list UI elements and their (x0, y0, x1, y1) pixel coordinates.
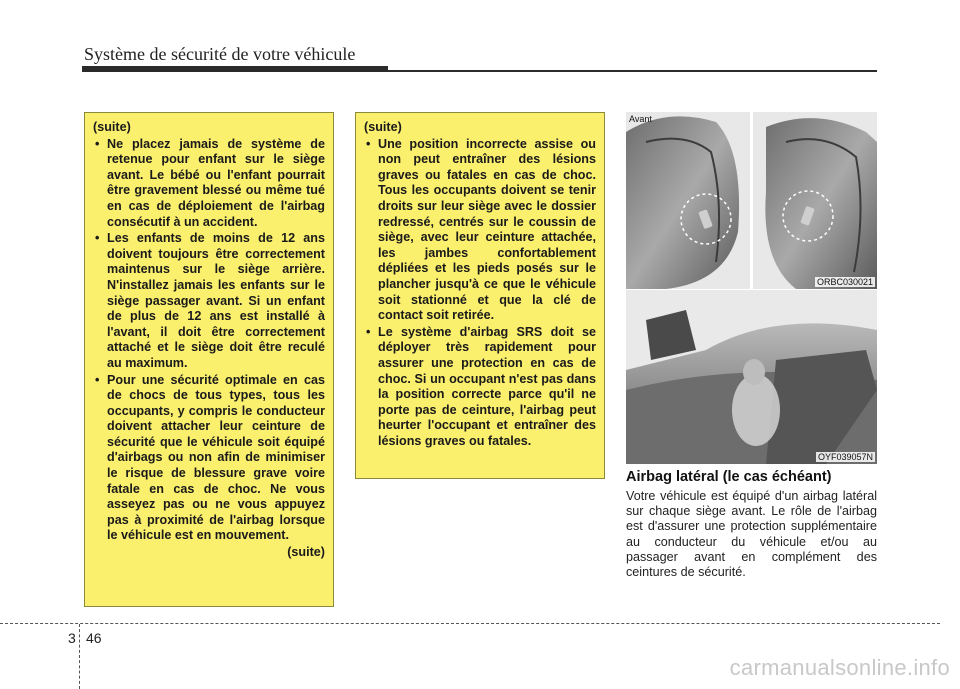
warning-list (364, 137, 596, 450)
seats-illustration (626, 112, 877, 289)
continued-label: (suite) (364, 120, 402, 134)
warning-item: • Le système d'airbag SRS doit se déployer très rapidement pour assurer une protection en cas de choc. Si un occupant n'est pas dans la position correcte parce qu'il ne porte pas de ceinture, l'airbag peut heurter l'occupant et entraîner des lésions graves ou fatales. (364, 325, 596, 450)
warning-item: • Ne placez jamais de système de retenue pour enfant sur le siège avant. Le bébé ou l'enfant pourrait être gravement blessé ou même tué en cas de déploiement de l'airbag consécutif à un accident. (93, 137, 325, 231)
figure-cabin-side-airbag (626, 290, 877, 464)
figure-code: OYF039057N (817, 452, 873, 462)
side-airbag-shape (732, 374, 780, 446)
header-rule (82, 70, 877, 72)
figure-front-seats (626, 112, 877, 289)
footer-divider (79, 624, 80, 689)
cabin-illustration (626, 290, 877, 464)
figure-label: Avant (629, 114, 652, 124)
section-heading: Airbag latéral (le cas échéant) (626, 469, 832, 485)
continued-label: (suite) (93, 120, 131, 134)
warning-item: • Pour une sécurité optimale en cas de chocs de tous types, tous les occupants, y compris le conducteur doivent attacher leur ceinture de sécurité que le véhicule soit équipé d'airbags ou non afin de minimiser le risque de blessure grave voire fatale en cas de choc. Ne vous asseyez pas ou ne vous appuyez pas à proximité de l'airbag lorsque le véhicule est en mouvement. (93, 373, 325, 545)
watermark: carmanualsonline.info (729, 655, 950, 680)
section-paragraph: Votre véhicule est équipé d'un airbag latéral sur chaque siège avant. Le rôle de l'airbag est d'assurer une protection supplémentaire au conducteur du véhicule et/ou au passager avant en complément des ceintures de sécurité. (626, 489, 877, 580)
warning-box-left (84, 112, 334, 607)
chapter-number: 3 (68, 630, 76, 646)
warning-item: • Une position incorrecte assise ou non peut entraîner des lésions graves ou fatales en cas de choc. Tous les occupants doivent se tenir droits sur leur siège avec le dossier redressé, centrés sur le coussin de siège, avec leur ceinture attachée, les jambes confortablement dépliées et les pieds posés sur le plancher jusqu'à ce que le véhicule soit stationné et que la clé de contact soit retirée. (364, 137, 596, 324)
warning-box-right (355, 112, 605, 479)
footer-rule (0, 623, 940, 624)
figure-code: ORBC030021 (816, 277, 873, 287)
page-header-title: Système de sécurité de votre véhicule (84, 44, 356, 64)
warning-list (93, 137, 325, 544)
continued-label-end: (suite) (287, 545, 325, 560)
page-number: 46 (86, 630, 102, 646)
warning-item: • Les enfants de moins de 12 ans doivent toujours être correctement maintenus sur le siège arrière. N'installez jamais les enfants sur le siège passager avant. Si un enfant de plus de 12 ans est installé à l'avant, il doit être correctement attaché et le siège doit être reculé au maximum. (93, 231, 325, 371)
